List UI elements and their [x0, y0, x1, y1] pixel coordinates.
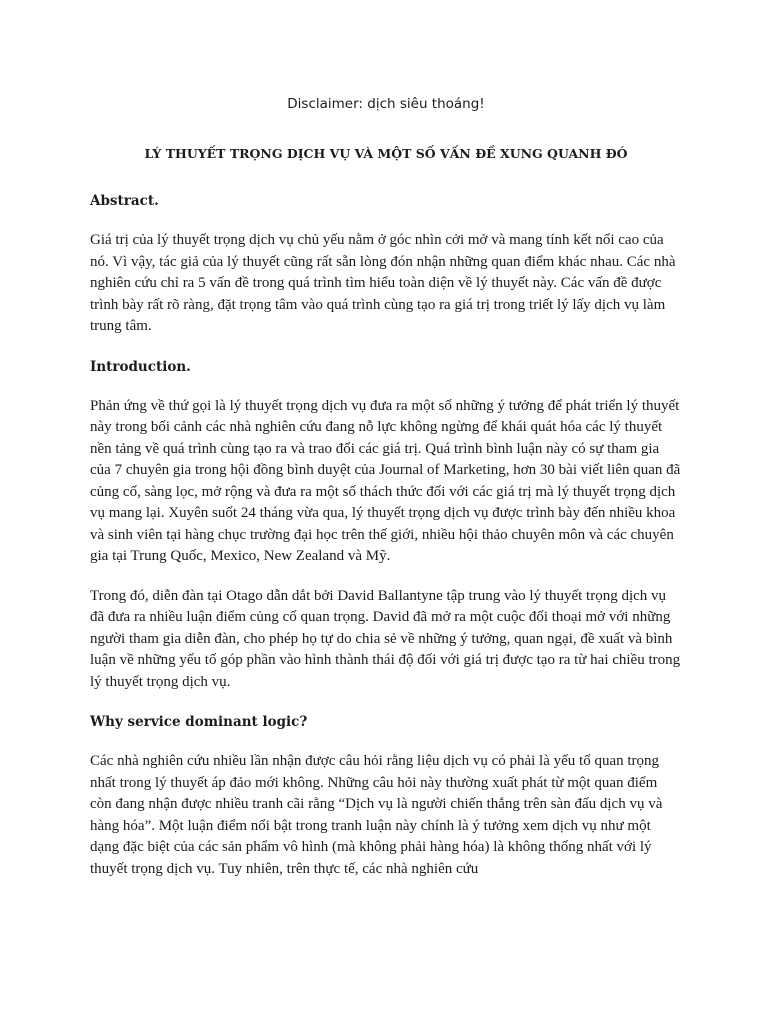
why-sdl-heading: Why service dominant logic? — [90, 714, 308, 730]
disclaimer: Disclaimer: dịch siêu thoáng! — [287, 96, 485, 112]
why-sdl-paragraph: Các nhà nghiên cứu nhiều lần nhận được câu hỏi rằng liệu dịch vụ có phải là yếu tố quan trọng nhất trong lý thuyết áp đảo mới không. Những câu hỏi này thường xuất phát từ một quan điểm còn đang nhận được nhiều tranh cãi rằng “Dịch vụ là người chiến thắng trên sàn đấu dịch vụ và hàng hóa”. Một luận điểm nổi bật trong tranh luận này chính là ý tưởng xem dịch vụ như một dạng đặc biệt của các sản phẩm vô hình (mà không phải hàng hóa) là không thống nhất với lý thuyết trọng dịch vụ. Tuy nhiên, trên thực tế, các nhà nghiên cứu — [90, 753, 663, 877]
abstract-paragraph: Giá trị của lý thuyết trọng dịch vụ chủ yếu nằm ở góc nhìn cởi mở và mang tính kết nối cao của nó. Vì vậy, tác giả của lý thuyết cũng rất sẵn lòng đón nhận những quan điểm khác nhau. Các nhà nghiên cứu chỉ ra 5 vấn đề trong quá trình tìm hiểu toàn diện về lý thuyết này. Các vấn đề được trình bày rất rõ ràng, đặt trọng tâm vào quá trình cùng tạo ra giá trị trong triết lý lấy dịch vụ làm trung tâm. — [90, 232, 676, 334]
introduction-paragraph-2: Trong đó, diễn đàn tại Otago dẫn dắt bởi David Ballantyne tập trung vào lý thuyết trọng dịch vụ đã đưa ra nhiều luận điểm củng cố quan trọng. David đã mở ra một cuộc đối thoại mở với những người tham gia diễn đàn, cho phép họ tự do chia sẻ về những ý tưởng, quan ngại, đề xuất và bình luận về những yếu tố góp phần vào hình thành thái độ đối với giá trị được tạo ra từ hai chiều trong lý thuyết trọng dịch vụ. — [90, 587, 681, 690]
introduction-heading: Introduction. — [90, 358, 191, 375]
introduction-paragraph-1: Phản ứng về thứ gọi là lý thuyết trọng dịch vụ đưa ra một số những ý tưởng để phát triển lý thuyết này trong bối cảnh các nhà nghiên cứu đang nỗ lực không ngừng để khái quát hóa các lý thuyết nền tảng về quá trình cùng tạo ra và trao đổi các giá trị. Quá trình bình luận này có sự tham gia của 7 chuyên gia trong hội đồng bình duyệt của Journal of Marketing, hơn 30 bài viết liên quan đã củng cố, sàng lọc, mở rộng và đưa ra một số thách thức đối với các giá trị mà lý thuyết trọng dịch vụ mang lại. Xuyên suốt 24 tháng vừa qua, lý thuyết trọng dịch vụ được trình bày đến nhiều khoa và sinh viên tại hàng chục trường đại học trên thế giới, nhiều hội thảo chuyên môn và các chuyên gia tại Trung Quốc, Mexico, New Zealand và Mỹ. — [90, 397, 681, 564]
document-title: LÝ THUYẾT TRỌNG DỊCH VỤ VÀ MỘT SỐ VẤN ĐỀ XUNG QUANH ĐÓ — [144, 146, 628, 161]
document-page — [90, 94, 682, 898]
abstract-heading: Abstract. — [90, 193, 159, 209]
